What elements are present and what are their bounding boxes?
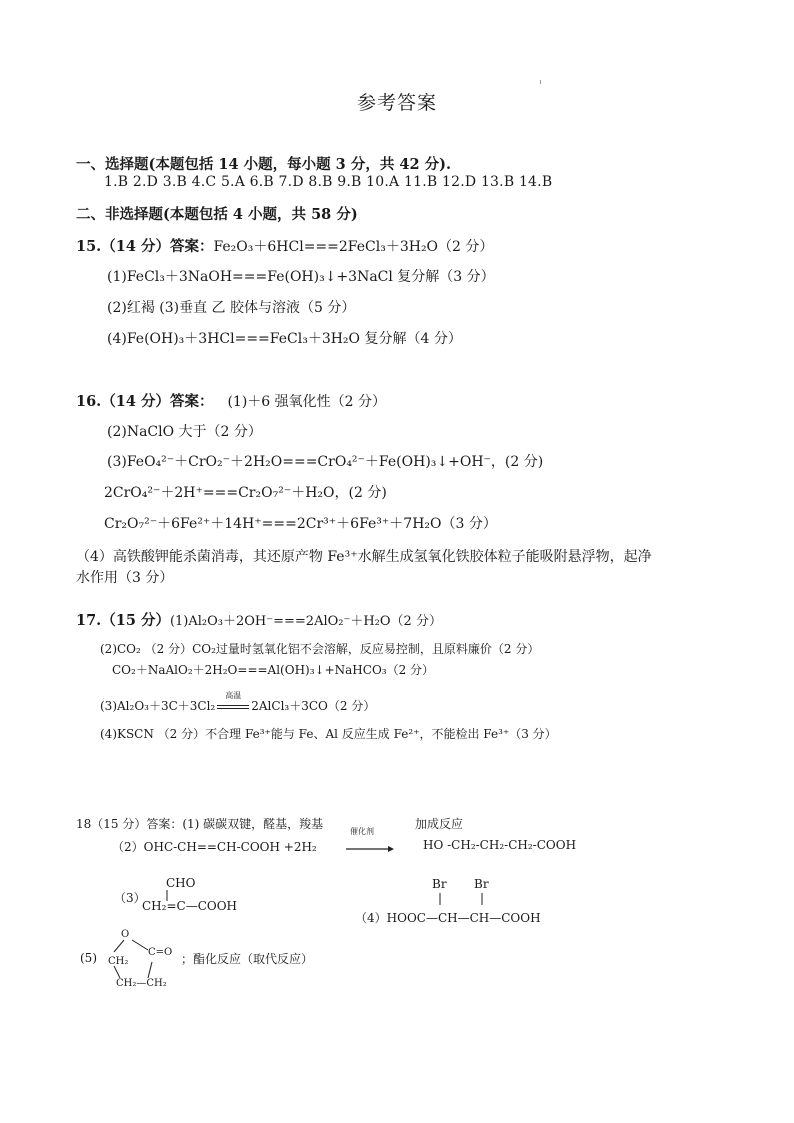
q17-line2: (2)CO₂ （2 分）CO₂过量时氢氧化铝不会溶解，反应易控制，且原料廉价（2 分） <box>100 642 540 656</box>
q17-line4-products: 2AlCl₃＋3CO（2 分） <box>251 699 376 713</box>
page-title: 参考答案 <box>356 92 437 114</box>
q18-s4-bonds <box>438 893 486 907</box>
q15-equation: Fe₂O₃＋6HCl===2FeCl₃＋3H₂O（2 分） <box>213 239 494 255</box>
q18-s4-main: （4）HOOC—CH—CH—COOH <box>355 911 541 925</box>
q18-s5-o: O <box>121 929 130 940</box>
section2-heading: 二、非选择题(本题包括 4 小题，共 58 分) <box>76 206 358 223</box>
q15-block <box>76 235 493 256</box>
q15-head: 15.（14 分）答案： <box>76 238 214 255</box>
q17-block <box>76 609 442 630</box>
q18-line2a: （2）OHC-CH==CH-COOH +2H₂ <box>112 840 317 854</box>
q17-head: 17.（15 分） <box>76 612 170 629</box>
q17-condition-label: 高温 <box>225 691 242 700</box>
section1-heading: 一、选择题(本题包括 14 小题，每小题 3 分，共 42 分). <box>76 156 452 173</box>
q15-line1: (1)FeCl₃＋3NaOH===Fe(OH)₃↓+3NaCl 复分解（3 分） <box>107 269 495 285</box>
section1-answers: 1.B 2.D 3.B 4.C 5.A 6.B 7.D 8.B 9.B 10.A 11.B 12.D 13.B 14.B <box>104 174 553 190</box>
q18-s5-co: C=O <box>148 947 173 958</box>
q16-line4: 2CrO₄²⁻＋2H⁺===Cr₂O₇²⁻＋H₂O，(2 分) <box>104 485 387 501</box>
q18-s5-label: (5) <box>80 951 97 965</box>
q15-line3: (4)Fe(OH)₃＋3HCl===FeCl₃＋3H₂O 复分解（4 分） <box>107 331 462 347</box>
q18-line1: 18（15 分）答案：(1) 碳碳双键，醛基，羧基 <box>76 817 324 831</box>
q16-line2: (2)NaClO 大于（2 分） <box>107 424 262 440</box>
q18-reaction-arrow <box>346 846 394 854</box>
q17-line3: CO₂＋NaAlO₂＋2H₂O===Al(OH)₃↓+NaHCO₃（2 分） <box>112 663 435 677</box>
q18-s4-br2: Br <box>474 877 489 891</box>
q17-line4-reactants: (3)Al₂O₃＋3C＋3Cl₂ <box>100 699 216 713</box>
q17-line4 <box>100 691 376 714</box>
q18-s4-br1: Br <box>432 877 447 891</box>
q16-head: 16.（14 分）答案： <box>76 393 214 410</box>
q18-s3-main: CH₂=C—COOH <box>142 899 238 913</box>
page-speck <box>540 80 541 84</box>
q16-line5: Cr₂O₇²⁻＋6Fe²⁺＋14H⁺===2Cr³⁺＋6Fe³⁺＋7H₂O（3 分） <box>104 516 497 532</box>
q18-s5-text: ；酯化反应（取代反应） <box>181 952 314 966</box>
q16-line3: (3)FeO₄²⁻＋CrO₂⁻＋2H₂O===CrO₄²⁻＋Fe(OH)₃↓+OH⁻，(2 分) <box>107 454 544 470</box>
q16-answer1: (1)＋6 强氧化性（2 分） <box>227 394 386 410</box>
q16-line6a: （4）高铁酸钾能杀菌消毒，其还原产物 Fe³⁺水解生成氢氧化铁胶体粒子能吸附悬浮物，起净 <box>76 549 652 565</box>
q16-line6b: 水作用（3 分） <box>76 570 174 586</box>
q18-s5-ch2b: CH₂—CH₂ <box>116 978 167 989</box>
q18-s3-label: （3） <box>114 891 146 905</box>
q18-s5-ch2a: CH₂ <box>108 956 129 967</box>
q15-line2: (2)红褐 (3)垂直 乙 胶体与溶液（5 分） <box>107 300 356 316</box>
q18-s3-cho: CHO <box>166 876 196 890</box>
q17-condition-equals <box>217 705 249 709</box>
q16-block <box>76 390 386 411</box>
q18-catalyst-label: 催化剂 <box>350 827 374 836</box>
q18-line1-reaction: 加成反应 <box>415 817 464 831</box>
q17-equation: (1)Al₂O₃＋2OH⁻===2AlO₂⁻＋H₂O（2 分） <box>169 614 442 629</box>
q17-line5: (4)KSCN （2 分）不合理 Fe³⁺能与 Fe、Al 反应生成 Fe²⁺，不能检出 Fe³⁺（3 分） <box>100 727 557 741</box>
q17-condition <box>216 691 250 713</box>
q18-line2-product: HO -CH₂-CH₂-CH₂-COOH <box>423 838 577 852</box>
